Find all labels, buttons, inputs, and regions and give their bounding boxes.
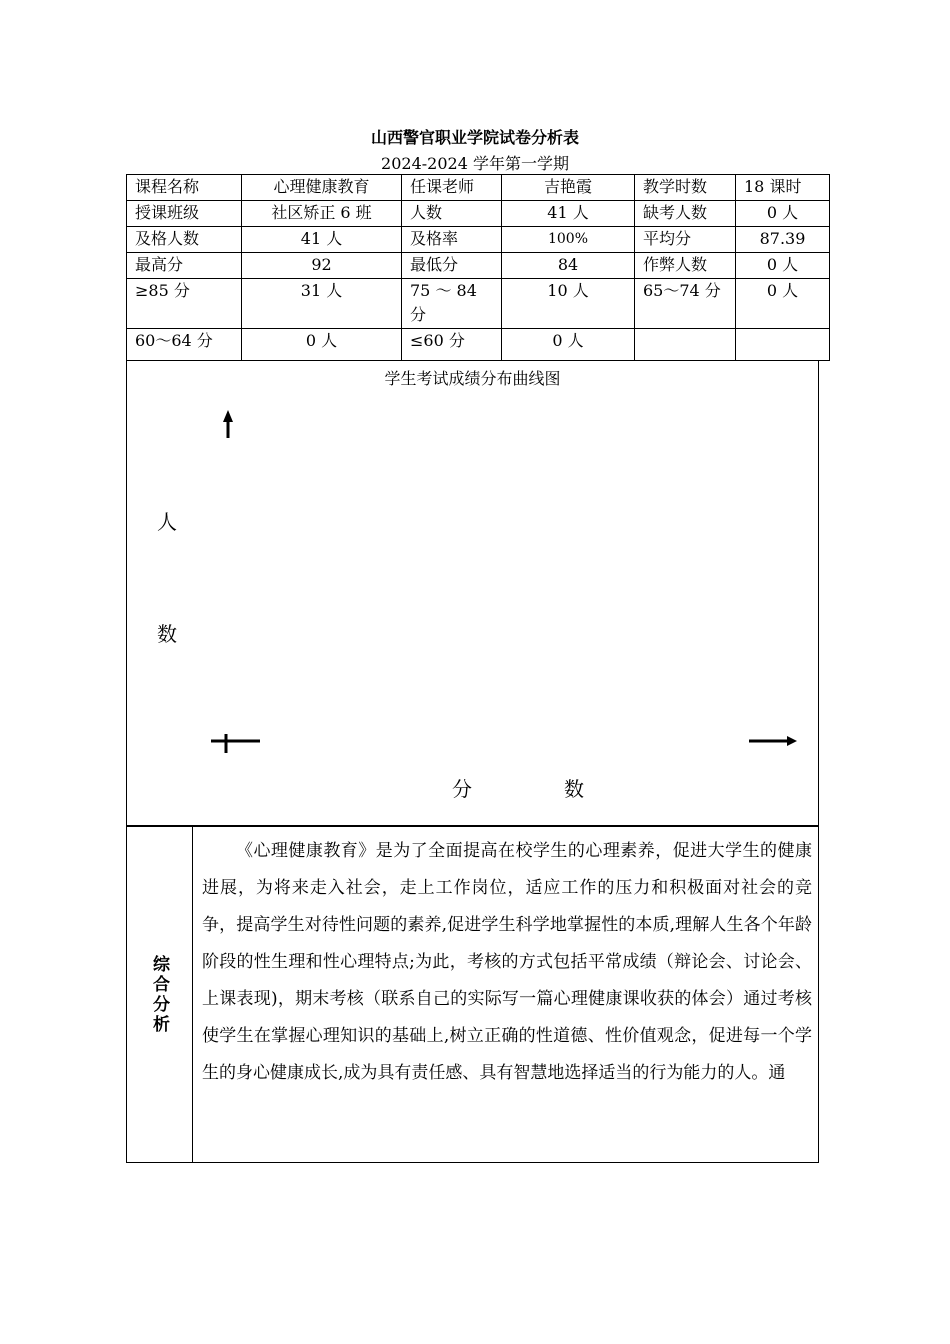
chart-axes xyxy=(127,360,818,825)
table-cell: 及格人数 xyxy=(127,227,242,253)
table-cell: 人数 xyxy=(402,201,502,227)
table-cell: ≥85 分 xyxy=(127,279,242,329)
table-cell: 缺考人数 xyxy=(635,201,736,227)
x-axis-arrow-icon xyxy=(787,736,797,746)
table-cell: 课程名称 xyxy=(127,175,242,201)
analysis-label: 综合分析 xyxy=(149,954,169,1035)
table-cell: 10 人 xyxy=(502,279,635,329)
table-cell: 0 人 xyxy=(736,253,830,279)
table-cell: 平均分 xyxy=(635,227,736,253)
table-cell: 吉艳霞 xyxy=(502,175,635,201)
y-axis-arrow-icon xyxy=(223,410,233,422)
table-cell: 92 xyxy=(242,253,402,279)
table-cell: ≤60 分 xyxy=(402,329,502,361)
table-cell: 87.39 xyxy=(736,227,830,253)
distribution-chart xyxy=(126,360,819,826)
table-cell: 社区矫正 6 班 xyxy=(242,201,402,227)
table-cell xyxy=(635,329,736,361)
table-cell: 84 xyxy=(502,253,635,279)
y-axis-label-1: 人 xyxy=(157,510,177,534)
y-axis-label-2: 数 xyxy=(157,622,177,646)
table-row xyxy=(127,329,830,361)
table-cell: 0 人 xyxy=(736,201,830,227)
table-row xyxy=(127,201,830,227)
table-row xyxy=(127,175,830,201)
table-cell: 及格率 xyxy=(402,227,502,253)
analysis-label-cell xyxy=(127,827,193,1162)
table-row xyxy=(127,279,830,329)
analysis-section xyxy=(126,826,819,1163)
x-axis-label-2: 数 xyxy=(564,777,584,801)
page-title: 山西警官职业学院试卷分析表 xyxy=(370,128,579,147)
table-cell: 0 人 xyxy=(502,329,635,361)
page-subtitle: 2024-2024 学年第一学期 xyxy=(381,154,569,173)
table-row xyxy=(127,253,830,279)
table-cell: 41 人 xyxy=(502,201,635,227)
analysis-text: 《心理健康教育》是为了全面提高在校学生的心理素养，促进大学生的健康进展，为将来走入社会，走上工作岗位，适应工作的压力和积极面对社会的竞争，提高学生对待性问题的素养,促进学生科学地掌握性的本质,理解人生各个年龄阶段的性生理和性心理特点;为此，考核的方式包括平常成绩（辩论会、讨论会、上课表现)，期末考核（联系自己的实际写一篇心理健康课收获的体会）通过考核使学生在掌握心理知识的基础上,树立正确的性道德、性价值观念，促进每一个学生的身心健康成长,成为具有责任感、具有智慧地选择适当的行为能力的人。通 xyxy=(202,841,812,1083)
table-cell: 31 人 xyxy=(242,279,402,329)
table-cell: 授课班级 xyxy=(127,201,242,227)
table-cell: 任课老师 xyxy=(402,175,502,201)
x-axis-label-1: 分 xyxy=(452,777,472,801)
table-cell: 75 ～ 84 分 xyxy=(402,279,502,329)
table-cell: 0 人 xyxy=(242,329,402,361)
table-cell: 教学时数 xyxy=(635,175,736,201)
table-cell: 100% xyxy=(502,227,635,253)
table-cell: 60～64 分 xyxy=(127,329,242,361)
table-cell xyxy=(736,329,830,361)
table-cell: 0 人 xyxy=(736,279,830,329)
chart-title: 学生考试成绩分布曲线图 xyxy=(384,369,561,388)
table-cell: 65～74 分 xyxy=(635,279,736,329)
table-cell: 最低分 xyxy=(402,253,502,279)
info-table xyxy=(126,174,830,361)
table-cell: 18 课时 xyxy=(736,175,830,201)
table-cell: 心理健康教育 xyxy=(242,175,402,201)
table-cell: 作弊人数 xyxy=(635,253,736,279)
table-cell: 41 人 xyxy=(242,227,402,253)
table-cell: 最高分 xyxy=(127,253,242,279)
table-row xyxy=(127,227,830,253)
